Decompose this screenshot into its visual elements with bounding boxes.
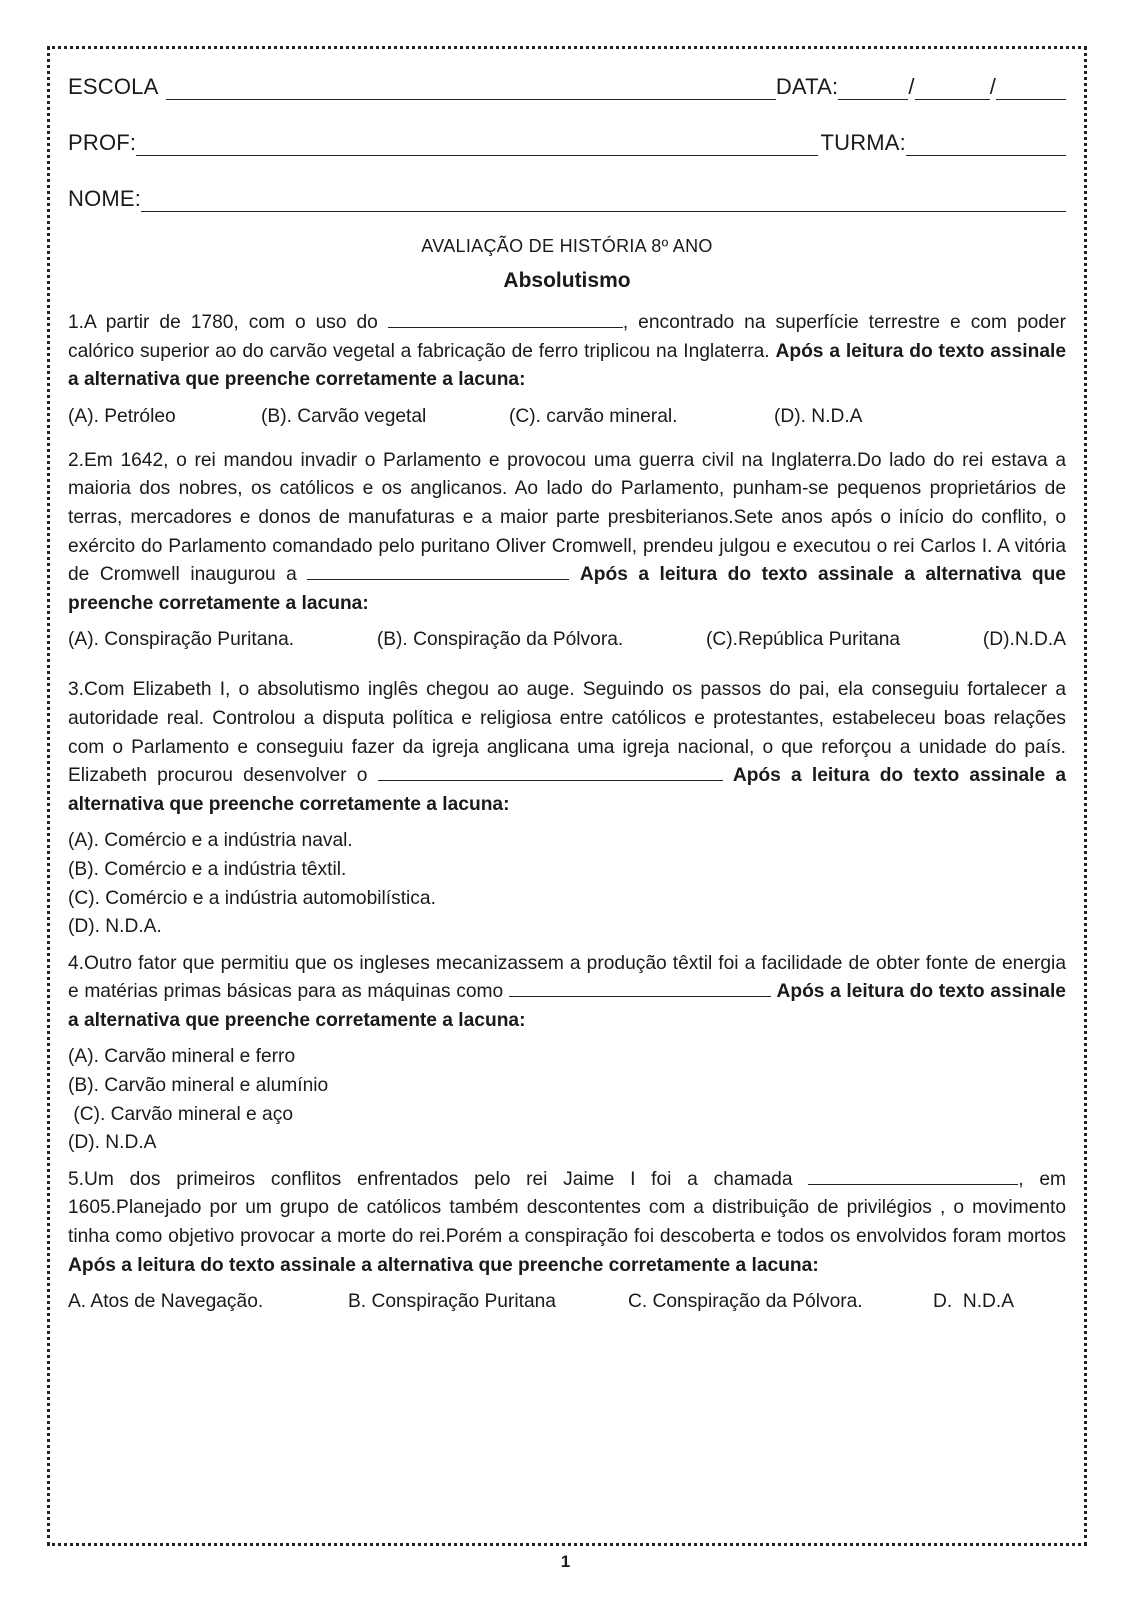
question-2-instruction: Após a leitura do texto assinale a alternativa que preenche corretamente a lacuna:: [68, 564, 1066, 614]
question-5-stem: 5.Um dos primeiros conflitos enfrentados pelo rei Jaime I foi a chamada: [68, 1168, 793, 1190]
option[interactable]: (C). carvão mineral.: [509, 405, 678, 427]
question-1-stem-cont: , encontrado na superfície terrestre e com poder calórico superior ao do carvão vegetal a fabricação de ferro triplicou na Inglaterra.: [68, 312, 1066, 362]
option[interactable]: (D).N.D.A: [982, 629, 1066, 651]
question-3-options: [68, 827, 1066, 941]
nome-field[interactable]: [141, 189, 1066, 212]
option[interactable]: (D). N.D.A.: [68, 916, 162, 938]
prof-label: PROF:: [68, 130, 137, 155]
question-3: [68, 676, 1066, 941]
prof-field[interactable]: [136, 133, 818, 156]
exam-sheet: [68, 60, 1066, 1332]
option[interactable]: (A). Comércio e a indústria naval.: [68, 830, 353, 852]
option[interactable]: (B). Carvão vegetal: [261, 405, 427, 427]
question-2-stem: 2.Em 1642, o rei mandou invadir o Parlamento e provocou uma guerra civil na Inglaterra.Do lado do rei estava a maioria dos nobres, os católicos e os anglicanos. Ao lado do Parlamento, punham-se pequenos proprietários de terras, mercadores e donos de manufaturas e a maior parte presbiterianos.Sete anos após o início do conflito, o exército do Parlamento comandado pelo puritano Oliver Cromwell, prendeu julgou e executou o rei Carlos I. A vitória de Cromwell inaugurou a: [68, 449, 1066, 586]
turma-field[interactable]: [906, 133, 1066, 156]
escola-row: [68, 70, 1066, 100]
question-2-blank[interactable]: [307, 561, 569, 580]
option[interactable]: (A). Petróleo: [68, 405, 176, 427]
option[interactable]: (B). Conspiração da Pólvora.: [376, 629, 624, 651]
option[interactable]: (A). Carvão mineral e ferro: [68, 1046, 296, 1068]
question-2-text: [68, 447, 1066, 619]
option[interactable]: B. Conspiração Puritana: [348, 1291, 556, 1313]
question-5-options: [68, 1288, 1066, 1316]
date-slash: /: [989, 74, 996, 99]
option[interactable]: (D). N.D.A: [68, 1132, 157, 1154]
question-4-stem: 4.Outro fator que permitiu que os ingleses mecanizassem a produção têxtil foi a facilidade de obter fonte de energia e matérias primas básicas para as máquinas como: [68, 952, 1066, 1003]
question-5: [68, 1166, 1066, 1316]
question-4-options: [68, 1043, 1066, 1157]
option[interactable]: C. Conspiração da Pólvora.: [628, 1291, 863, 1313]
exam-title: Absolutismo: [503, 269, 631, 292]
question-1-text: [68, 309, 1066, 395]
question-3-instruction: Após a leitura do texto assinale a alternativa que preenche corretamente a lacuna:: [68, 765, 1066, 815]
option[interactable]: (C).República Puritana: [705, 629, 901, 651]
question-5-instruction: Após a leitura do texto assinale a alternativa que preenche corretamente a lacuna:: [68, 1254, 819, 1276]
turma-label: TURMA:: [820, 130, 906, 155]
option[interactable]: D. N.D.A: [933, 1291, 1015, 1313]
nome-label: NOME:: [68, 186, 142, 211]
question-2: [68, 447, 1066, 655]
question-4-blank[interactable]: [509, 978, 771, 997]
option[interactable]: (B). Comércio e a indústria têxtil.: [68, 858, 347, 880]
option[interactable]: A. Atos de Navegação.: [68, 1291, 264, 1313]
question-1: [68, 309, 1066, 431]
question-5-text: [68, 1166, 1066, 1280]
question-3-stem: 3.Com Elizabeth I, o absolutismo inglês chegou ao auge. Seguindo os passos do pai, ela conseguiu fortalecer a autoridade real. Controlou a disputa política e religiosa entre católicos e protestantes, estabeleceu boas relações com o Parlamento e conseguiu fazer da igreja anglicana uma igreja nacional, o que reforçou a unidade do país. Elizabeth procurou desenvolver o: [68, 679, 1066, 787]
question-1-instruction: Após a leitura do texto assinale a alternativa que preenche corretamente a lacuna:: [68, 340, 1066, 391]
option[interactable]: (D). N.D.A: [774, 405, 863, 427]
data-label: DATA:: [775, 74, 839, 99]
option[interactable]: (C). Comércio e a indústria automobilística.: [68, 887, 436, 909]
option[interactable]: (B). Carvão mineral e alumínio: [68, 1075, 329, 1097]
escola-field[interactable]: [166, 77, 775, 100]
date-slash: /: [908, 74, 915, 99]
question-1-blank[interactable]: [388, 309, 623, 328]
question-5-stem-cont: , em 1605.Planejado por um grupo de católicos também descontentes com a distribuição de privilégios , o movimento tinha como objetivo provocar a morte do rei.Porém a conspiração foi descoberta e todos os envolvidos foram mortos: [68, 1168, 1066, 1248]
escola-label: ESCOLA: [68, 74, 159, 99]
question-2-options: [68, 626, 1066, 654]
date-day-field[interactable]: [838, 77, 908, 100]
question-1-options: [68, 403, 1066, 431]
question-3-text: [68, 676, 1066, 819]
exam-subtitle: AVALIAÇÃO DE HISTÓRIA 8º ANO: [421, 236, 713, 256]
question-1-stem: 1.A partir de 1780, com o uso do: [68, 312, 378, 333]
question-3-blank[interactable]: [378, 762, 723, 781]
question-5-blank[interactable]: [808, 1166, 1018, 1185]
nome-row: [68, 182, 1066, 212]
page-number: 1: [560, 1552, 571, 1571]
date-month-field[interactable]: [915, 77, 990, 100]
option[interactable]: (C). Carvão mineral e aço: [68, 1103, 293, 1125]
option[interactable]: (A). Conspiração Puritana.: [68, 629, 295, 651]
date-year-field[interactable]: [996, 77, 1066, 100]
prof-row: [68, 126, 1066, 156]
question-4-instruction: Após a leitura do texto assinale a alternativa que preenche corretamente a lacuna:: [68, 981, 1066, 1031]
question-4-text: [68, 950, 1066, 1036]
question-4: [68, 950, 1066, 1158]
